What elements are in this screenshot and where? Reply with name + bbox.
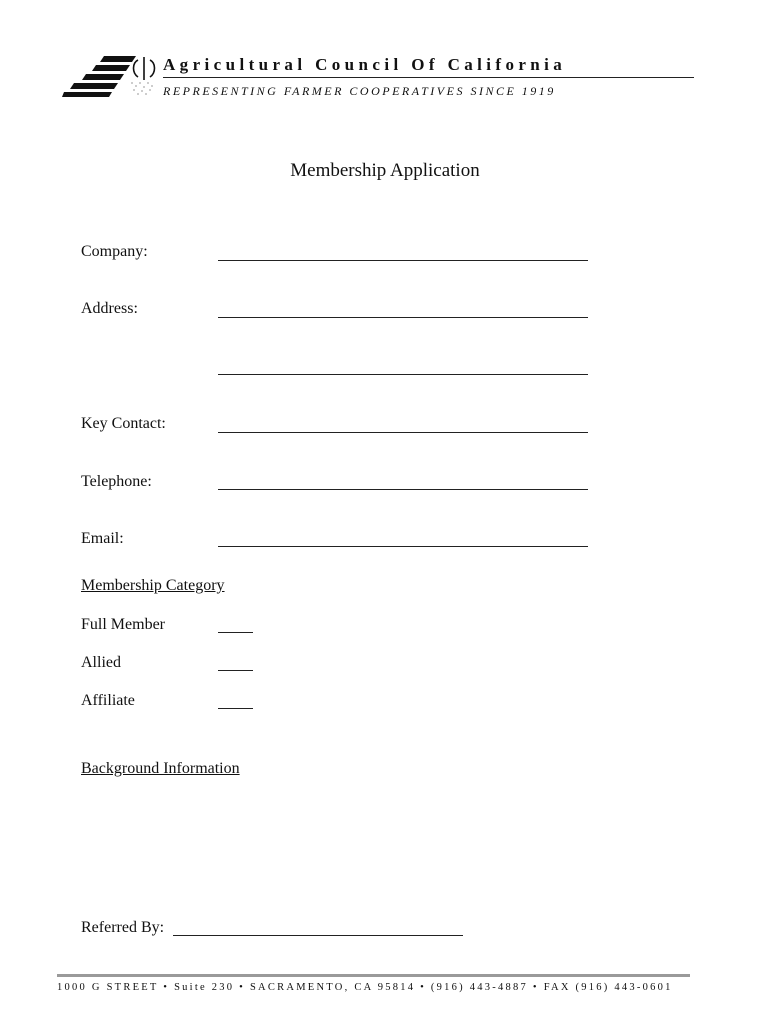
org-name: Agricultural Council Of California [163,55,567,74]
full-member-check-line[interactable] [218,632,253,633]
footer-address: 1000 G STREET • Suite 230 • SACRAMENTO, CA 95814 • (916) 443-4887 • FAX (916) 443-0601 [57,982,673,993]
company-field[interactable] [218,260,588,261]
allied-label: Allied [81,654,121,671]
form-title: Membership Application [290,160,480,181]
telephone-label: Telephone: [81,473,152,490]
email-field[interactable] [218,546,588,547]
affiliate-check-line[interactable] [218,708,253,709]
org-tagline: REPRESENTING FARMER COOPERATIVES SINCE 1919 [163,84,556,98]
header-divider [163,77,694,78]
affiliate-label: Affiliate [81,692,135,709]
referred-by-label: Referred By: [81,919,165,936]
footer-divider [57,974,690,977]
key-contact-label: Key Contact: [81,415,166,432]
background-information-heading: Background Information [81,760,240,777]
address-label: Address: [81,300,138,317]
telephone-field[interactable] [218,489,588,490]
membership-category-heading: Membership Category [81,577,225,594]
email-label: Email: [81,530,124,547]
address-field-line-2[interactable] [218,374,588,375]
company-label: Company: [81,243,148,260]
address-field-line-1[interactable] [218,317,588,318]
allied-check-line[interactable] [218,670,253,671]
referred-by-field[interactable] [173,935,463,936]
key-contact-field[interactable] [218,432,588,433]
full-member-label: Full Member [81,616,165,633]
acc-stripes-logo-icon [62,52,162,98]
